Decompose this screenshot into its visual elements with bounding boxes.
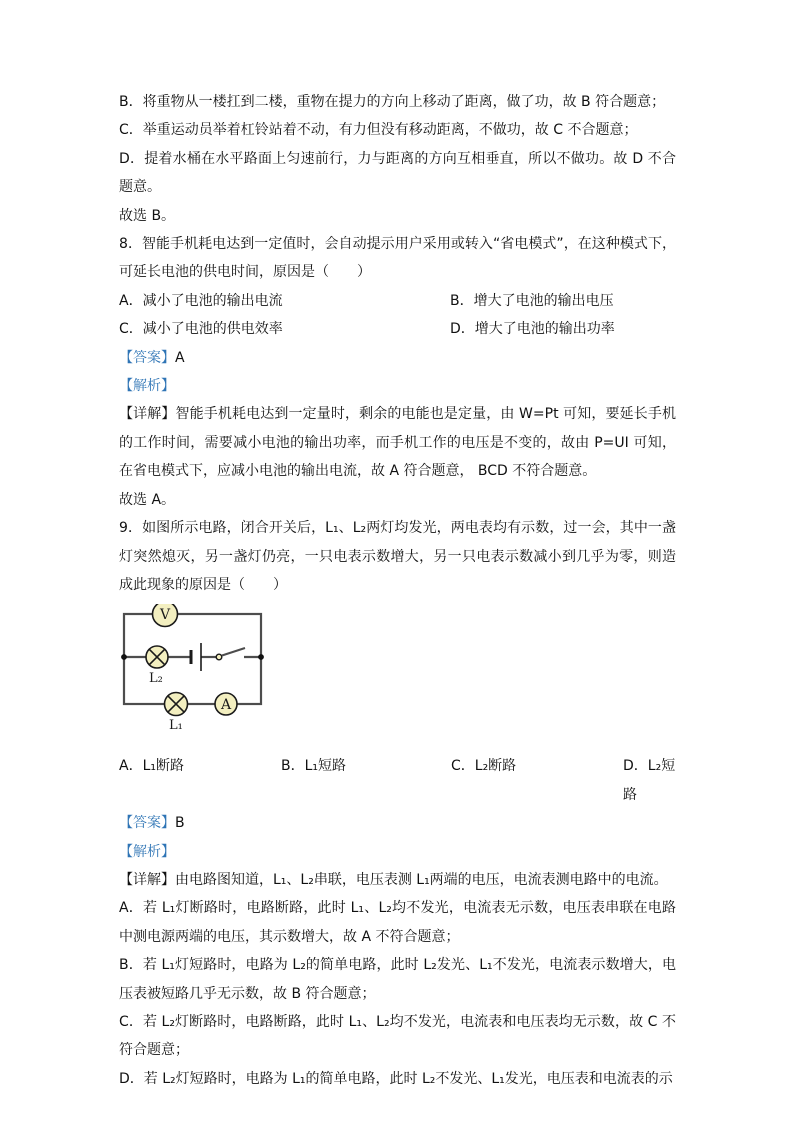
q9-answer-label: 【答案】	[119, 815, 175, 832]
q8-option-b: B．增大了电池的输出电压	[450, 292, 614, 309]
lamp-l2-label: L₂	[149, 671, 163, 687]
q9-option-b: B．L₁短路	[281, 758, 347, 775]
ammeter-letter: A	[220, 697, 232, 714]
lamp-l1-label: L₁	[169, 718, 183, 734]
voltmeter-letter: V	[159, 607, 171, 624]
voltmeter-icon	[153, 604, 178, 627]
q8-answer-value: A	[175, 349, 185, 366]
q9-answer-line	[119, 809, 676, 837]
ammeter-icon	[215, 693, 237, 715]
q9-option-c: C．L₂断路	[451, 758, 517, 775]
q9-circuit-figure	[119, 604, 676, 734]
q9-analysis-label: 【解析】	[119, 843, 175, 860]
q8-stem: 8．智能手机耗电达到一定值时，会自动提示用户采用或转入“省电模式”，在这种模式下，可延长电池的供电时间，原因是（ ）	[119, 236, 676, 281]
q8-answer-label: 【答案】	[119, 349, 175, 366]
q8-answer-line	[119, 344, 676, 372]
q9-detail-a: A．若 L₁灯断路时，电路断路，此时 L₁、L₂均不发光，电流表无示数，电压表串联在电路中测电源两端的电压，其示数增大，故 A 不符合题意；	[119, 900, 676, 945]
q9-stem: 9．如图所示电路，闭合开关后，L₁、L₂两灯均发光，两电表均有示数，过一会，其中一盏灯突然熄灭，另一盏灯仍亮，一只电表示数增大，另一只电表示数减小到几乎为零，则造成此现象的原因是（ ）	[119, 520, 676, 593]
q8-detail: 【详解】智能手机耗电达到一定量时，剩余的电能也是定量，由 W=Pt 可知，要延长手机的工作时间，需要减小电池的输出功率，而手机工作的电压是不变的，故由 P=UI 可知，在省电模式下，应减小电池的输出电流，故 A 符合题意， BCD 不符合题意。	[119, 406, 676, 480]
switch-icon	[216, 648, 245, 660]
switch-lever	[222, 648, 245, 656]
q9-detail-intro: 【详解】由电路图知道，L₁、L₂串联，电压表测 L₁两端的电压，电流表测电路中的电流。	[119, 871, 668, 888]
q8-conclusion: 故选 A。	[119, 491, 176, 508]
junction-dot-left	[121, 654, 127, 660]
q9-detail-d: D．若 L₂灯短路时，电路为 L₁的简单电路，此时 L₂不发光、L₁发光，电压表和电流表的示	[119, 1070, 673, 1087]
q9-analysis-line	[119, 838, 676, 866]
switch-pivot	[216, 655, 222, 661]
circuit-diagram	[119, 604, 271, 734]
lamp-l1-icon	[165, 693, 188, 716]
q8-options-row-1	[119, 287, 676, 315]
q7-explain-option-b: B．将重物从一楼扛到二楼，重物在提力的方向上移动了距离，做了功，故 B 符合题意；	[119, 94, 666, 110]
junction-dot-right	[258, 654, 264, 660]
q9-options-row	[119, 752, 676, 809]
q8-options-row-2	[119, 315, 676, 343]
q9-answer-value: B	[175, 815, 185, 832]
q9-detail-b: B．若 L₁灯短路时，电路为 L₂的简单电路，此时 L₂发光、L₁不发光，电流表示数增大，电压表被短路几乎无示数，故 B 符合题意；	[119, 957, 676, 1002]
lamp-l2-icon	[146, 646, 168, 668]
q8-option-d: D．增大了电池的输出功率	[450, 321, 615, 338]
q9-option-a: A．L₁断路	[119, 758, 184, 775]
q8-option-c: C．减小了电池的供电效率	[119, 321, 283, 338]
battery-icon	[191, 643, 201, 671]
q8-option-a: A．减小了电池的输出电流	[119, 292, 283, 309]
q7-explain-option-d: D．提着水桶在水平路面上匀速前行，力与距离的方向互相垂直，所以不做功。故 D 不合题意。	[119, 150, 676, 196]
q9-detail-c: C．若 L₂灯断路时，电路断路，此时 L₁、L₂均不发光，电流表和电压表均无示数，故 C 不符合题意；	[119, 1013, 676, 1059]
document-content	[119, 88, 676, 1093]
q9-option-d: D．L₂短路	[623, 758, 676, 803]
q8-analysis-label: 【解析】	[119, 378, 175, 395]
q8-analysis-line	[119, 372, 676, 400]
q7-explain-option-c: C．举重运动员举着杠铃站着不动，有力但没有移动距离，不做功，故 C 不合题意；	[119, 122, 638, 139]
q7-conclusion: 故选 B。	[119, 207, 176, 224]
